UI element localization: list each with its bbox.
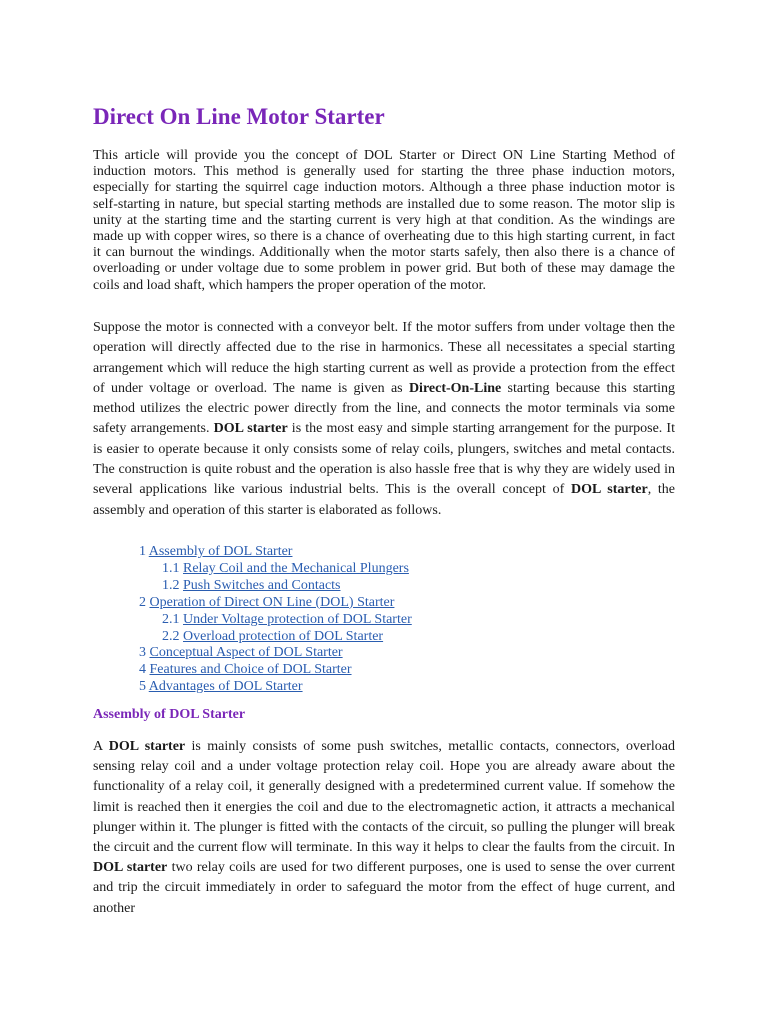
toc-item — [139, 578, 412, 595]
toc-link-advantages[interactable]: Advantages of DOL Starter — [148, 679, 303, 695]
toc-item — [139, 612, 412, 629]
toc-item — [139, 544, 412, 561]
paragraph-text: A — [93, 739, 109, 754]
bold-term: DOL starter — [213, 421, 288, 437]
toc-link-relay-coil[interactable]: Relay Coil and the Mechanical Plungers — [183, 560, 409, 576]
paragraph-text: starting because this starting method utilizes the electric power directly from the line, and connects the motor terminals via some safety arrangements. — [93, 380, 675, 437]
table-of-contents — [139, 544, 412, 696]
toc-item — [139, 595, 412, 612]
toc-link-under-voltage[interactable]: Under Voltage protection of DOL Starter — [183, 611, 412, 627]
toc-link-conceptual[interactable]: Conceptual Aspect of DOL Starter — [149, 645, 343, 661]
toc-number: 2.1 — [162, 611, 180, 627]
conveyor-paragraph — [93, 318, 675, 521]
page-title: Direct On Line Motor Starter — [93, 104, 385, 129]
toc-link-assembly[interactable]: Assembly of DOL Starter — [148, 544, 293, 559]
toc-item — [139, 561, 412, 578]
bold-term: Direct-On-Line — [408, 380, 502, 396]
section-heading-assembly: Assembly of DOL Starter — [93, 707, 246, 722]
bold-term: DOL starter — [570, 482, 648, 498]
bold-term: DOL starter — [108, 739, 186, 754]
paragraph-text: is mainly consists of some push switches, metallic contacts, connectors, overload sensing relay coil and a under voltage protection relay coil. Hope you are already aware about the functionality of a relay coil, it generally designed with a predetermined current value. If somehow the limit is reached then it energies the coil and due to the electromagnetic action, it attracts a mechanical plunger within it. The plunger is fitted with the contacts of the circuit, so pulling the plunger will break the circuit and the current flow will terminate. In this way it helps to clear the faults from the circuit. In — [93, 739, 676, 856]
toc-number: 1.2 — [162, 577, 180, 593]
toc-item — [139, 645, 412, 662]
intro-paragraph: This article will provide you the concept of DOL Starter or Direct ON Line Starting Method of induction motors. This method is generally used for starting the three phase induction motors, especially for starting the squirrel cage induction motors. Although a three phase induction motor is self-starting in nature, but special starting methods are installed due to some reason. The motor slip is unity at the starting time and the starting current is very high at that condition. As the windings are made up with copper wires, so there is a chance of overheating due to this high starting current, in fact it can burnout the windings. Additionally when the motor starts safely, then also there is a chance of overloading or under voltage due to some problem in power grid. But both of these may damage the coils and load shaft, which hampers the proper operation of the motor. — [93, 148, 675, 293]
toc-item — [139, 662, 412, 679]
paragraph-text: , the assembly and operation of this starter is elaborated as follows. — [93, 482, 676, 518]
bold-term: DOL starter — [93, 860, 168, 876]
toc-link-operation[interactable]: Operation of Direct ON Line (DOL) Starter — [149, 594, 395, 610]
assembly-paragraph — [93, 737, 675, 919]
paragraph-text: two relay coils are used for two different purposes, one is used to sense the over current and trip the circuit immediately in order to safeguard the motor from the effect of huge current, and another — [93, 860, 675, 916]
toc-number: 1 — [139, 544, 146, 559]
toc-item — [139, 629, 412, 646]
toc-number: 5 — [139, 679, 146, 695]
toc-link-features[interactable]: Features and Choice of DOL Starter — [149, 662, 352, 678]
toc-link-push-switches[interactable]: Push Switches and Contacts — [183, 577, 341, 593]
toc-number: 2 — [139, 594, 146, 610]
toc-link-overload[interactable]: Overload protection of DOL Starter — [183, 628, 384, 644]
toc-item — [139, 679, 412, 696]
toc-number: 4 — [139, 662, 146, 678]
paragraph-text: Suppose the motor is connected with a conveyor belt. If the motor suffers from under voltage then the operation will directly affected due to the rise in harmonics. These all necessitates a special starting arrangement which will reduce the high starting current as well as provide a protection from the effect of under voltage or overload. The name is given as — [93, 320, 675, 396]
toc-number: 2.2 — [162, 628, 180, 644]
paragraph-text: is the most easy and simple starting arrangement for the purpose. It is easier to operate because it only consists some of relay coils, plungers, switches and metal contacts. The construction is quite robust and the operation is also hassle free that is why they are widely used in several applications like various industrial belts. This is the overall concept of — [93, 421, 675, 498]
toc-number: 3 — [139, 645, 146, 661]
toc-number: 1.1 — [162, 560, 180, 576]
